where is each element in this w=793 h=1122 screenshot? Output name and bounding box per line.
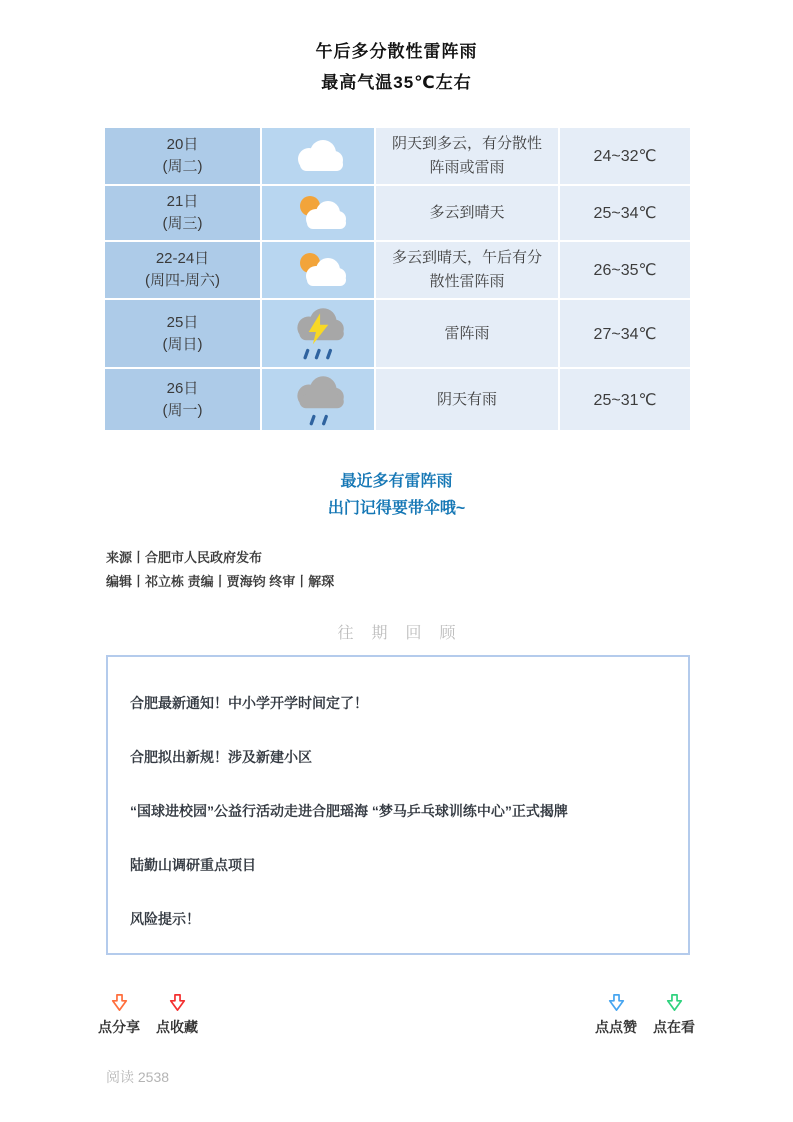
title-line-1: 午后多分散性雷阵雨 xyxy=(315,42,478,61)
forecast-description: 阴天到多云，有分散性阵雨或雷雨 xyxy=(376,128,558,184)
history-header: 往期回顾 xyxy=(337,625,474,642)
history-link[interactable]: “国球进校园”公益行活动走进合肥瑶海 “梦马乒乓球训练中心”正式揭牌 xyxy=(130,803,568,819)
reminder-line-2: 出门记得要带伞哦~ xyxy=(327,500,466,517)
forecast-date: 21日 xyxy=(166,193,199,210)
forecast-date-cell xyxy=(105,300,260,367)
favorite-label: 点收藏 xyxy=(156,1019,198,1035)
forecast-weekday: (周一) xyxy=(162,401,203,419)
forecast-date: 20日 xyxy=(166,136,199,153)
forecast-weekday: (周四-周六) xyxy=(145,272,220,289)
forecast-icon-cell xyxy=(262,369,374,430)
wow-label: 点在看 xyxy=(653,1019,695,1035)
action-bar xyxy=(98,993,695,1037)
down-arrow-icon xyxy=(608,993,625,1012)
sun-cloud-icon xyxy=(285,189,351,237)
forecast-date-cell xyxy=(105,186,260,240)
forecast-row xyxy=(105,186,690,240)
editors-line: 编辑丨祁立栋 责编丨贾海钧 终审丨解琛 xyxy=(106,574,335,589)
forecast-icon-cell xyxy=(262,186,374,240)
forecast-description: 多云到晴天，午后有分散性雷阵雨 xyxy=(376,242,558,298)
read-count: 阅读 2538 xyxy=(106,1069,170,1085)
forecast-date-cell xyxy=(105,128,260,184)
action-group-right xyxy=(595,993,695,1037)
share-button[interactable] xyxy=(98,993,140,1037)
like-label: 点点赞 xyxy=(595,1019,637,1035)
wow-button[interactable] xyxy=(653,993,695,1037)
reminder-line-1: 最近多有雷阵雨 xyxy=(340,473,453,490)
credits xyxy=(106,546,793,594)
forecast-date: 22-24日 xyxy=(155,250,210,267)
history-box xyxy=(106,655,690,955)
history-link[interactable]: 合肥最新通知！中小学开学时间定了！ xyxy=(130,695,368,711)
forecast-date: 25日 xyxy=(166,313,199,331)
favorite-button[interactable] xyxy=(156,993,198,1037)
share-label: 点分享 xyxy=(98,1019,140,1035)
forecast-temperature: 27~34℃ xyxy=(560,300,690,367)
thunderstorm-icon xyxy=(285,305,351,363)
action-group-left xyxy=(98,993,198,1037)
forecast-date-cell xyxy=(105,369,260,430)
forecast-description: 多云到晴天 xyxy=(376,186,558,240)
forecast-table xyxy=(105,128,690,430)
source-line: 来源丨合肥市人民政府发布 xyxy=(106,550,263,565)
forecast-weekday: (周二) xyxy=(162,158,203,175)
forecast-temperature: 24~32℃ xyxy=(560,128,690,184)
forecast-temperature: 25~34℃ xyxy=(560,186,690,240)
title-line-2: 最高气温35℃左右 xyxy=(321,73,472,92)
forecast-date-cell xyxy=(105,242,260,298)
history-link[interactable]: 合肥拟出新规！涉及新建小区 xyxy=(130,749,312,765)
forecast-date: 26日 xyxy=(166,379,199,397)
weather-reminder xyxy=(0,468,793,522)
forecast-temperature: 25~31℃ xyxy=(560,369,690,430)
forecast-weekday: (周日) xyxy=(162,335,203,353)
forecast-description: 雷阵雨 xyxy=(376,300,558,367)
history-link[interactable]: 陆勤山调研重点项目 xyxy=(130,857,256,873)
rain-cloud-icon xyxy=(285,371,351,429)
forecast-row xyxy=(105,300,690,367)
forecast-row xyxy=(105,128,690,184)
forecast-row xyxy=(105,242,690,298)
down-arrow-icon xyxy=(666,993,683,1012)
forecast-icon-cell xyxy=(262,242,374,298)
sun-cloud-icon xyxy=(285,246,351,294)
like-button[interactable] xyxy=(595,993,637,1037)
forecast-row xyxy=(105,369,690,430)
down-arrow-icon xyxy=(111,993,128,1012)
history-link[interactable]: 风险提示！ xyxy=(130,911,200,927)
article-title xyxy=(0,0,793,98)
forecast-temperature: 26~35℃ xyxy=(560,242,690,298)
forecast-icon-cell xyxy=(262,128,374,184)
cloudy-icon xyxy=(285,132,351,180)
forecast-weekday: (周三) xyxy=(162,215,203,232)
down-arrow-icon xyxy=(169,993,186,1012)
forecast-icon-cell xyxy=(262,300,374,367)
forecast-description: 阴天有雨 xyxy=(376,369,558,430)
